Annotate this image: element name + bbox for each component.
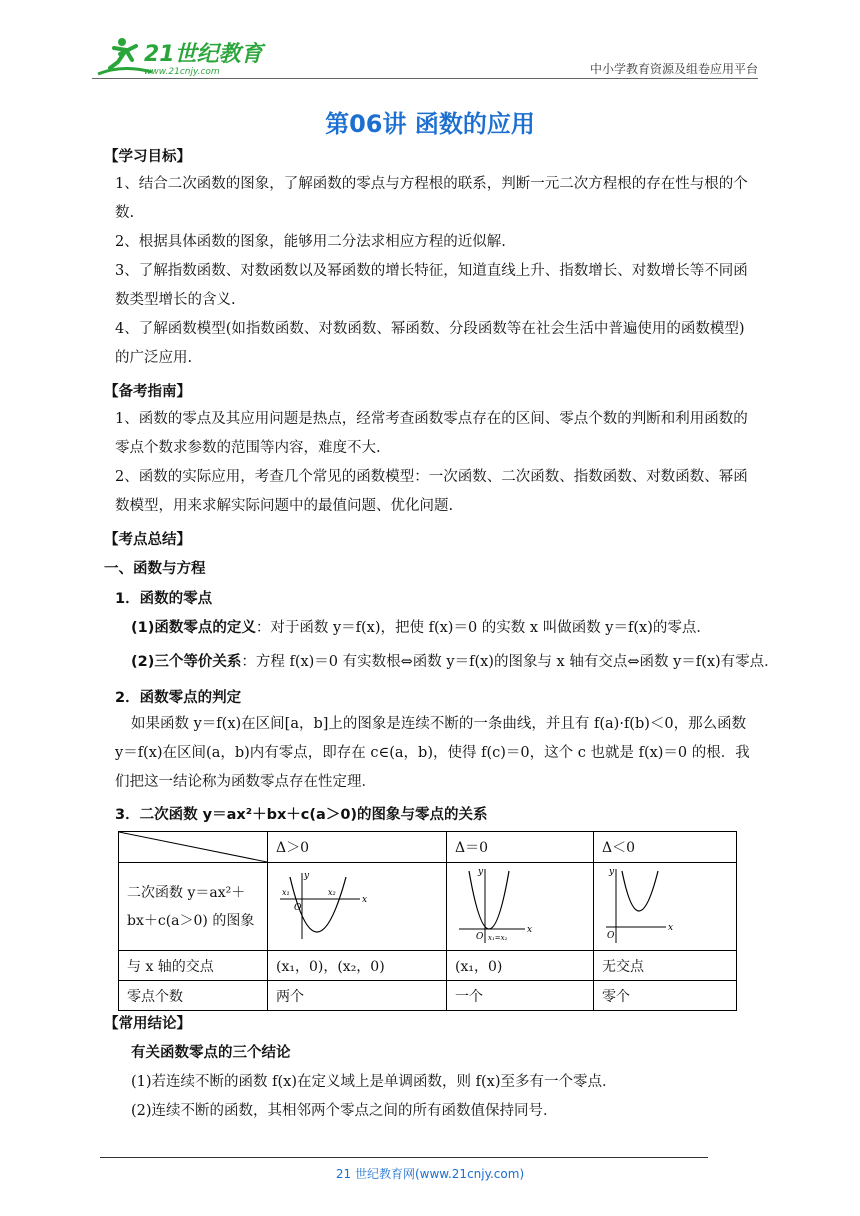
goal-item-3: 3、了解指数函数、对数函数以及幂函数的增长特征，知道直线上升、指数增长、对数增长等不同函数类型增长的含义. bbox=[115, 263, 748, 308]
graph-two-roots bbox=[276, 869, 368, 941]
goal-item-1: 1、结合二次函数的图象，了解函数的零点与方程根的联系，判断一元二次方程根的存在性与根的个数. bbox=[115, 176, 748, 221]
guide-item-2: 2、函数的实际应用，考查几个常见的函数模型：一次函数、二次函数、指数函数、对数函数、幂函数模型，用来求解实际问题中的最值问题、优化问题. bbox=[115, 469, 748, 514]
table-cell: 零个 bbox=[594, 981, 737, 1011]
graph-cell-no-root bbox=[594, 863, 737, 951]
table-cell: 零点个数 bbox=[119, 981, 268, 1011]
table-cell: (x₁，0)，(x₂，0) bbox=[268, 951, 447, 981]
origin-label: O bbox=[476, 931, 484, 942]
section-3-heading: 3．二次函数 y＝ax²＋bx＋c(a＞0)的图象与零点的关系 bbox=[115, 807, 488, 823]
table-cell-label bbox=[119, 863, 268, 951]
conclusion-item-1: (1)若连续不断的函数 f(x)在定义域上是单调函数，则 f(x)至多有一个零点． bbox=[131, 1074, 617, 1090]
graph-row-label-1: 二次函数 y＝ax²＋ bbox=[127, 884, 246, 901]
graph-cell-one-root bbox=[447, 863, 594, 951]
part1-heading: 一、函数与方程 bbox=[104, 561, 206, 577]
table-cell: 与 x 轴的交点 bbox=[119, 951, 268, 981]
guide-heading: 【备考指南】 bbox=[104, 384, 191, 400]
footer-link[interactable]: 21 世纪教育网(www.21cnjy.com) bbox=[335, 1167, 525, 1181]
guide-item-1: 1、函数的零点及其应用问题是热点，经常考查函数零点存在的区间、零点个数的判断和利用函数的零点个数求参数的范围等内容，难度不大. bbox=[115, 411, 748, 456]
goal-item-4: 4、了解函数模型(如指数函数、对数函数、幂函数、分段函数等在社会生活中普遍使用的函数模型)的广泛应用. bbox=[115, 321, 745, 366]
page-header bbox=[92, 34, 758, 80]
header-tagline: 中小学教育资源及组卷应用平台 bbox=[589, 62, 758, 76]
conclusion-item-2: (2)连续不断的函数，其相邻两个零点之间的所有函数值保持同号． bbox=[131, 1103, 558, 1119]
table-row bbox=[119, 951, 737, 981]
logo bbox=[92, 34, 272, 80]
root-x2-label: x₂ bbox=[328, 887, 336, 897]
origin-label: O bbox=[294, 902, 302, 913]
table-header-cell: Δ＝0 bbox=[447, 832, 594, 863]
double-root-label: x₁=x₂ bbox=[488, 933, 508, 942]
diagonal-line bbox=[119, 832, 267, 862]
axis-x-label: x bbox=[668, 922, 674, 933]
section-2-heading: 2．函数零点的判定 bbox=[115, 690, 242, 706]
goals-heading: 【学习目标】 bbox=[104, 149, 191, 165]
zero-definition-text: ：对于函数 y＝f(x)，把使 f(x)＝0 的实数 x 叫做函数 y＝f(x)的零点． bbox=[255, 620, 711, 636]
axis-y-label: y bbox=[478, 866, 484, 877]
origin-label: O bbox=[607, 930, 615, 941]
graph-cell-two-roots bbox=[268, 863, 447, 951]
axis-y-label: y bbox=[609, 866, 615, 877]
axis-x-label: x bbox=[362, 894, 368, 905]
table-corner-cell bbox=[119, 832, 268, 863]
summary-heading: 【考点总结】 bbox=[104, 532, 191, 548]
axis-x-label: x bbox=[527, 924, 533, 935]
table-row bbox=[119, 863, 737, 951]
table-cell: (x₁，0) bbox=[447, 951, 594, 981]
section-1-heading: 1．函数的零点 bbox=[115, 591, 213, 607]
graph-no-root bbox=[602, 865, 682, 945]
zero-definition bbox=[131, 616, 711, 637]
table-cell: 一个 bbox=[447, 981, 594, 1011]
quadratic-zero-table bbox=[118, 831, 737, 1011]
conclusions-subheading: 有关函数零点的三个结论 bbox=[131, 1045, 291, 1061]
table-header-cell: Δ＞0 bbox=[268, 832, 447, 863]
equivalence-label: (2)三个等价关系 bbox=[131, 654, 242, 670]
table-header-row bbox=[119, 832, 737, 863]
conclusions-heading: 【常用结论】 bbox=[104, 1016, 191, 1032]
graph-row-label-2: bx＋c(a＞0) 的图象 bbox=[127, 912, 255, 929]
graph-one-root bbox=[455, 865, 535, 945]
table-header-cell: Δ＜0 bbox=[594, 832, 737, 863]
root-x1-label: x₁ bbox=[282, 887, 290, 897]
header-rule bbox=[92, 78, 758, 79]
zero-theorem-text: 如果函数 y＝f(x)在区间[a，b]上的图象是连续不断的一条曲线，并且有 f(a)·f(b)＜0，那么函数 y＝f(x)在区间(a，b)内有零点，即存在 c∈(a，b)，使得 f(c)＝0，这个 c 也就是 f(x)＝0 的根．我们把这一结论称为函数零点存在性定理． bbox=[115, 716, 750, 790]
logo-url: www.21cnjy.com bbox=[144, 67, 220, 77]
page-title: 第06讲 函数的应用 bbox=[325, 110, 535, 138]
table-row bbox=[119, 981, 737, 1011]
equivalence-relations bbox=[131, 650, 779, 671]
axis-y-label: y bbox=[304, 870, 310, 881]
logo-text: 21世纪教育 bbox=[144, 42, 263, 67]
zero-definition-label: (1)函数零点的定义 bbox=[131, 620, 256, 636]
table-cell: 两个 bbox=[268, 981, 447, 1011]
table-cell: 无交点 bbox=[594, 951, 737, 981]
footer-rule bbox=[100, 1157, 708, 1158]
goal-item-2: 2、根据具体函数的图象，能够用二分法求相应方程的近似解. bbox=[115, 234, 506, 250]
equivalence-text: ：方程 f(x)＝0 有实数根⇔函数 y＝f(x)的图象与 x 轴有交点⇔函数 y＝f(x)有零点． bbox=[241, 654, 779, 670]
